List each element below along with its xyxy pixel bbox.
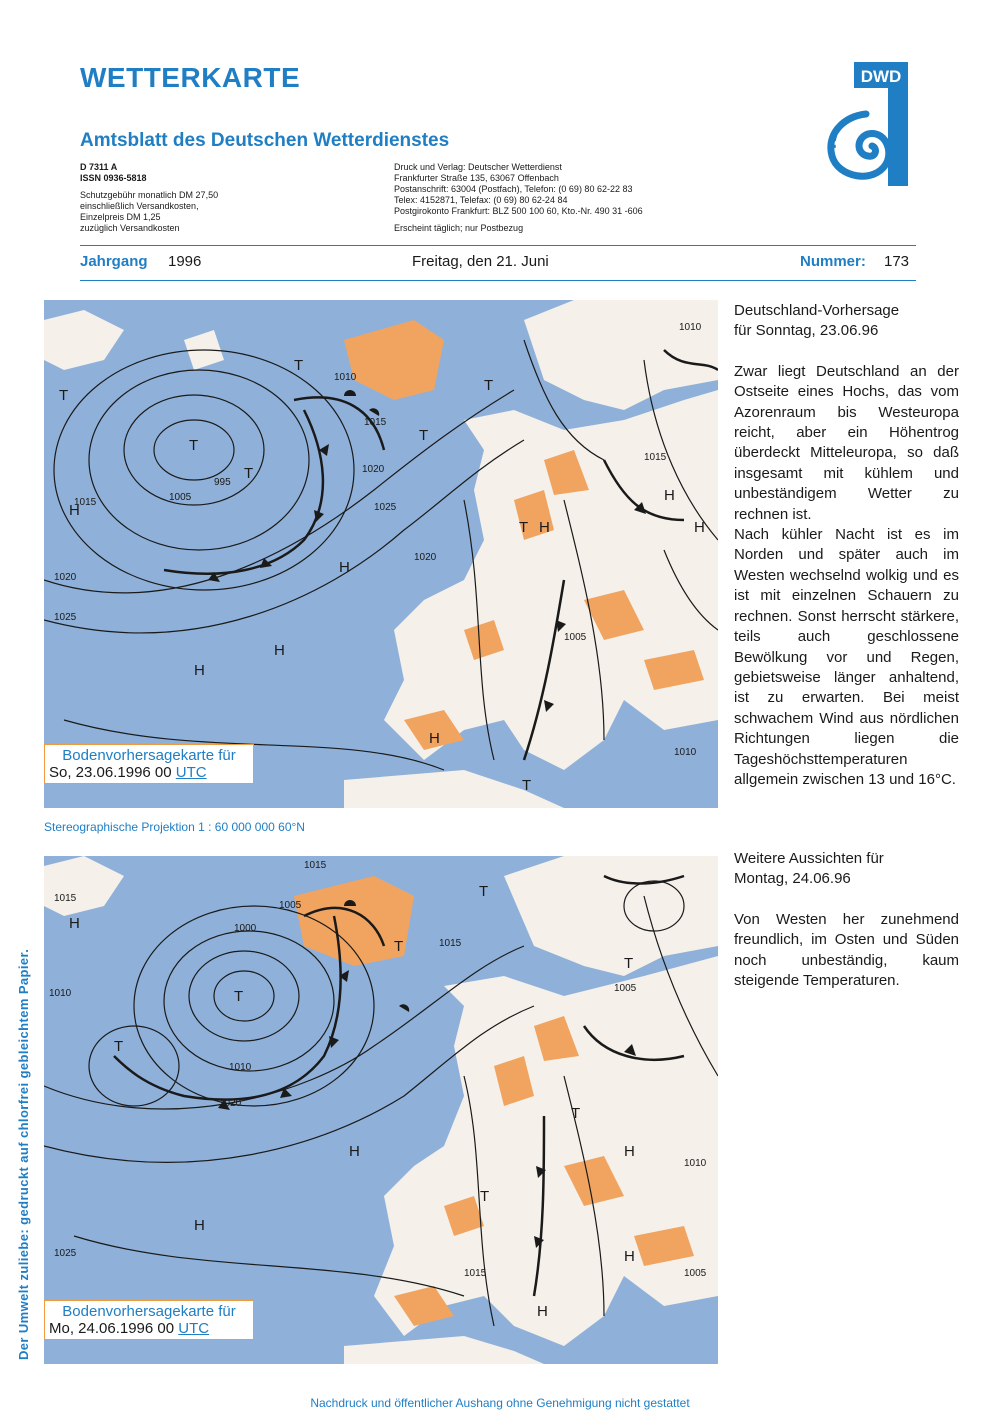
issue-divider <box>80 280 916 281</box>
low-pressure-label: T <box>114 1038 124 1055</box>
dwd-logo <box>818 60 918 190</box>
isobar-label: 1015 <box>464 1268 487 1279</box>
isobar-label: 1010 <box>229 1062 252 1073</box>
high-pressure-label: H <box>194 662 205 679</box>
forecast-heading: Deutschland-Vorhersage <box>734 302 900 319</box>
isobar-label: 1005 <box>279 900 302 911</box>
outlook-heading: Weitere Aussichten für <box>734 850 884 867</box>
logo-text: DWD <box>860 67 902 86</box>
publication-info <box>80 162 300 234</box>
forecast-map-monday <box>44 856 718 1364</box>
low-pressure-label: T <box>234 988 244 1005</box>
low-pressure-label: T <box>480 1188 490 1205</box>
isobar-label: 1005 <box>169 492 192 503</box>
high-pressure-label: H <box>69 915 80 932</box>
isobar-label: 1010 <box>49 988 72 999</box>
map-caption <box>44 1300 254 1340</box>
forecast-paragraph: Zwar liegt Deutschland an der Ostseite eines Hochs, das vom Azorenraum bis Westeuropa reicht, aber ein Höhentrog überdeckt Mitteleuropa, so daß insgesamt mit kühlem und unbeständigem Wetter zu rechnen ist. <box>734 362 959 523</box>
page-title: WETTERKARTE <box>80 62 301 93</box>
issue-date: Freitag, den 21. Juni <box>412 253 549 270</box>
low-pressure-label: T <box>394 938 404 955</box>
publication-frequency: Erscheint täglich; nur Postbezug <box>394 223 524 233</box>
page-subtitle: Amtsblatt des Deutschen Wetterdienstes <box>80 130 450 151</box>
forecast-heading: für Sonntag, 23.06.96 <box>734 322 879 340</box>
map-caption-utc: UTC <box>178 1320 210 1337</box>
low-pressure-label: T <box>571 1105 581 1122</box>
low-pressure-label: T <box>59 387 69 404</box>
environment-note: Der Umwelt zuliebe: gedruckt auf chlorfrei gebleichtem Papier. <box>16 948 31 1360</box>
isobar-label: 1000 <box>234 923 257 934</box>
low-pressure-label: T <box>522 777 532 794</box>
projection-note: Stereographische Projektion 1 : 60 000 000 60°N <box>44 820 305 834</box>
publisher-info <box>394 162 724 234</box>
isobar-label: 1010 <box>684 1158 707 1169</box>
low-pressure-label: T <box>479 883 489 900</box>
fee-line: Schutzgebühr monatlich DM 27,50 <box>80 190 219 200</box>
fee-line: Einzelpreis DM 1,25 <box>80 212 161 222</box>
footer-note: Nachdruck und öffentlicher Aushang ohne Genehmigung nicht gestattet <box>310 1396 690 1410</box>
map-caption-date: So, 23.06.1996 00 <box>49 764 172 781</box>
isobar-label: 1010 <box>679 322 702 333</box>
low-pressure-label: T <box>294 357 304 374</box>
isobar-label: 1025 <box>54 612 77 623</box>
isobar-label: 1015 <box>364 417 387 428</box>
map-caption-title: Bodenvorhersagekarte für <box>62 1303 236 1320</box>
high-pressure-label: H <box>624 1248 635 1265</box>
map-sunday-graphic <box>44 300 718 808</box>
fee-line: zuzüglich Versandkosten <box>80 223 180 233</box>
isobar-label: 1015 <box>74 497 97 508</box>
forecast-map-sunday <box>44 300 718 808</box>
high-pressure-label: H <box>69 502 80 519</box>
outlook-paragraph: Von Westen her zunehmend freundlich, im Osten und Süden noch unbeständig, kaum steigende Temperaturen. <box>734 910 959 990</box>
forecast-paragraph: Nach kühler Nacht ist es im Norden und später auch im Westen wechselnd wolkig und es ist mit einzelnen Schauern zu rechnen. Sonst herrscht stärkere, teils auch geschlossene Bewölkung vor und Regen, gebietsweise länger anhaltend, ist zu erwarten. Bei meist schwachem Wind aus nördlichen Richtungen liegen die Tageshöchsttemperaturen allgemein zwischen 13 und 16°C. <box>734 526 959 788</box>
isobar-label: 1005 <box>614 983 637 994</box>
publisher-line: Telex: 4152871, Telefax: (0 69) 80 62-24 84 <box>394 195 568 205</box>
high-pressure-label: H <box>624 1143 635 1160</box>
isobar-label: 1015 <box>439 938 462 949</box>
high-pressure-label: H <box>429 730 440 747</box>
low-pressure-label: T <box>624 955 634 972</box>
isobar-label: 1005 <box>684 1268 707 1279</box>
high-pressure-label: H <box>694 519 705 536</box>
high-pressure-label: H <box>664 487 675 504</box>
fee-line: einschließlich Versandkosten, <box>80 201 199 211</box>
low-pressure-label: T <box>484 377 494 394</box>
publisher-line: Postanschrift: 63004 (Postfach), Telefon: (0 69) 80 62-22 83 <box>394 184 633 194</box>
high-pressure-label: H <box>194 1217 205 1234</box>
publisher-line: Frankfurter Straße 135, 63067 Offenbach <box>394 173 559 183</box>
outlook-heading: Montag, 24.06.96 <box>734 870 851 888</box>
issue-row <box>80 253 916 275</box>
publisher-line: Druck und Verlag: Deutscher Wetterdienst <box>394 162 562 172</box>
forecast-section <box>734 301 959 790</box>
outlook-section <box>734 849 959 991</box>
map-caption-title: Bodenvorhersagekarte für <box>62 747 236 764</box>
header-divider <box>80 245 916 246</box>
isobar-label: 1025 <box>374 502 397 513</box>
isobar-label: 1020 <box>414 552 437 563</box>
low-pressure-label: T <box>519 519 529 536</box>
issn: ISSN 0936-5818 <box>80 173 147 183</box>
isobar-label: 1015 <box>644 452 667 463</box>
isobar-label: 1020 <box>54 572 77 583</box>
isobar-label: 1020 <box>362 464 385 475</box>
isobar-label: 1010 <box>674 747 697 758</box>
number-label: Nummer: <box>800 253 866 270</box>
isobar-label: 1025 <box>54 1248 77 1259</box>
isobar-label: 1015 <box>54 893 77 904</box>
map-monday-graphic <box>44 856 718 1364</box>
year-value: 1996 <box>168 253 202 270</box>
year-label: Jahrgang <box>80 253 148 270</box>
isobar-label: 995 <box>214 477 231 488</box>
issue-number: 173 <box>884 253 910 270</box>
low-pressure-label: T <box>244 465 254 482</box>
high-pressure-label: H <box>274 642 285 659</box>
low-pressure-label: T <box>419 427 429 444</box>
high-pressure-label: H <box>537 1303 548 1320</box>
isobar-label: 1005 <box>564 632 587 643</box>
high-pressure-label: H <box>349 1143 360 1160</box>
isobar-label: 1020 <box>219 1098 242 1109</box>
map-caption-date: Mo, 24.06.1996 00 <box>49 1320 175 1337</box>
publisher-line: Postgirokonto Frankfurt: BLZ 500 100 60, Kto.-Nr. 490 31 -606 <box>394 206 643 216</box>
low-pressure-label: T <box>189 437 199 454</box>
isobar-label: 1010 <box>334 372 357 383</box>
high-pressure-label: H <box>539 519 550 536</box>
high-pressure-label: H <box>339 559 350 576</box>
isobar-label: 1015 <box>304 860 327 871</box>
map-caption <box>44 744 254 784</box>
map-caption-utc: UTC <box>175 764 207 781</box>
publication-code: D 7311 A <box>80 162 118 172</box>
